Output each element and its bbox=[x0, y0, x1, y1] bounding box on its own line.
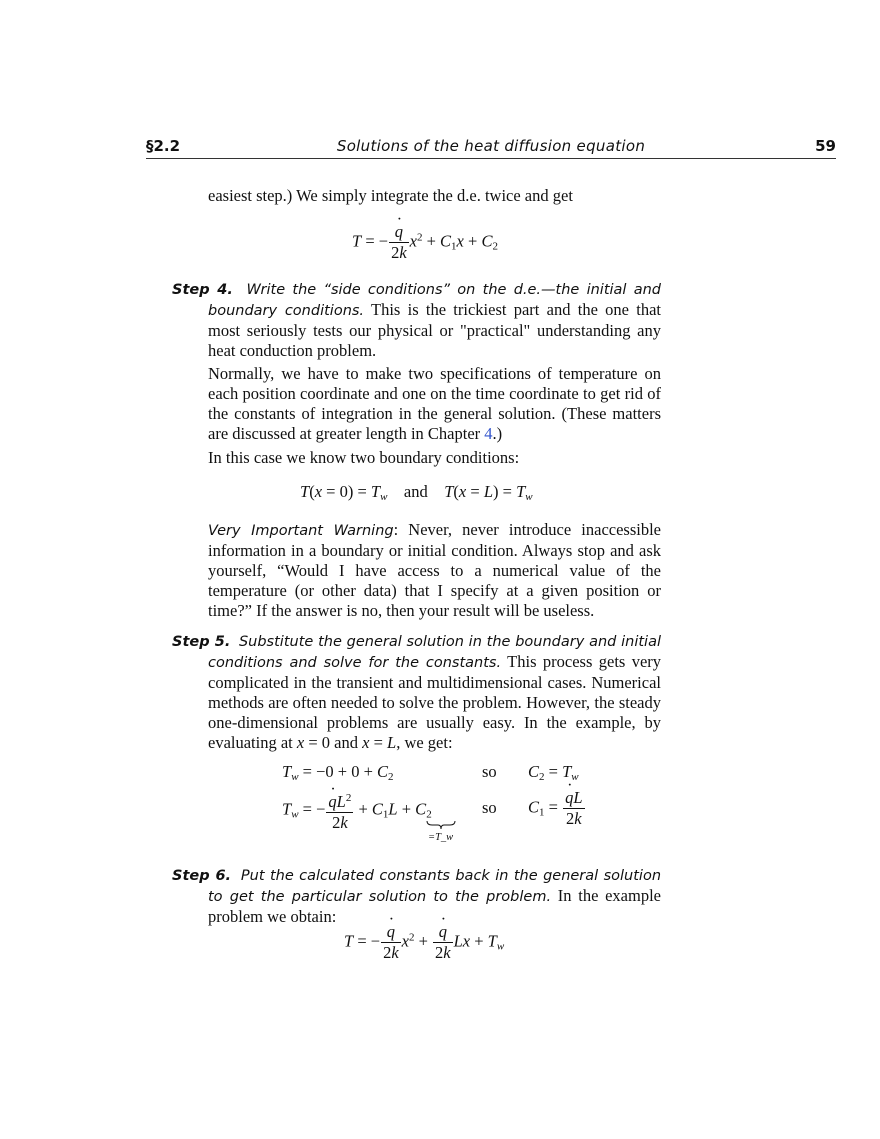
constant-equation-1-left: $T_w = -0 + 0 + C_2$ bbox=[282, 762, 394, 783]
step6-paragraph: Step 6. Put the calculated constants back in the general solution to get the particular solution to the problem. In the example problem we obtain: bbox=[172, 868, 662, 926]
warning-paragraph: Very Important Warning: Never, never introduce inaccessible information in a boundary or initial condition. Always stop and ask yourself, “Would I have access to a numerical value of the temperature (or other data) that I specify at a given position or time?” If the answer is no, then your result will be useless. bbox=[208, 520, 661, 620]
boundary-conditions-equation: $T(x = 0) = T_w$ and $T(x = L) = T_w$ bbox=[300, 482, 533, 503]
constant-equation-1-right: $C_2 = T_w$ bbox=[528, 762, 579, 783]
underbrace-label: =T_w bbox=[428, 832, 454, 843]
constant-equation-2-right: $C_1$ = · $\frac{qL}{2k}$ bbox=[528, 788, 586, 829]
step4-paragraph: Step 4. Write the “side conditions” on the d.e.—the initial and boundary conditions. This is the trickiest part and the one that most seriously tests our physical or "practical" understanding any heat conduction problem. bbox=[172, 282, 662, 360]
warning-label: Very Important Warning bbox=[208, 523, 394, 539]
underbrace-icon bbox=[426, 820, 456, 830]
so-word-2: so bbox=[482, 798, 497, 817]
particular-solution-equation: T = − · $\frac{q}{2k}$ $x^2$ + · $\frac{q}{2k}$ $Lx + T_w$ bbox=[344, 922, 504, 963]
running-header bbox=[146, 136, 836, 159]
step5-paragraph: Step 5. Substitute the general solution in the boundary and initial conditions and solve for the constants. This process gets very complicated in the transient and multidimensional cases. Numerical methods are often needed to solve the problem. However, the steady one-dimensional problems are usually easy. In the example, by evaluating at x = 0 and x = L, we get: bbox=[172, 634, 662, 752]
step4-paragraph-3: In this case we know two boundary conditions: bbox=[208, 448, 520, 467]
page-number: 59 bbox=[815, 137, 836, 155]
step6-label: Step 6. bbox=[172, 868, 232, 884]
so-word-1: so bbox=[482, 762, 497, 781]
step5-label: Step 5. bbox=[172, 634, 231, 650]
section-number: §2.2 bbox=[146, 137, 181, 155]
chapter-link[interactable]: 4 bbox=[484, 424, 493, 443]
step4-paragraph-2: Normally, we have to make two specifications of temperature on each position coordinate and one on the time coordinate to get rid of the constants of integration in the general solution. (These matters are discussed at greater length in Chapter 4.) bbox=[208, 364, 661, 443]
running-title: Solutions of the heat diffusion equation bbox=[336, 137, 646, 155]
step4-label: Step 4. bbox=[172, 282, 233, 298]
constant-equation-2-left: $T_w$ = − · $\frac{qL^2}{2k}$ + $C_1L + C_2$ bbox=[282, 788, 432, 833]
general-solution-equation: T = − · $\frac{q}{2k}$ $x^2 + C_1x + C_2$ bbox=[352, 222, 498, 263]
intro-paragraph: easiest step.) We simply integrate the d.e. twice and get bbox=[208, 186, 573, 205]
